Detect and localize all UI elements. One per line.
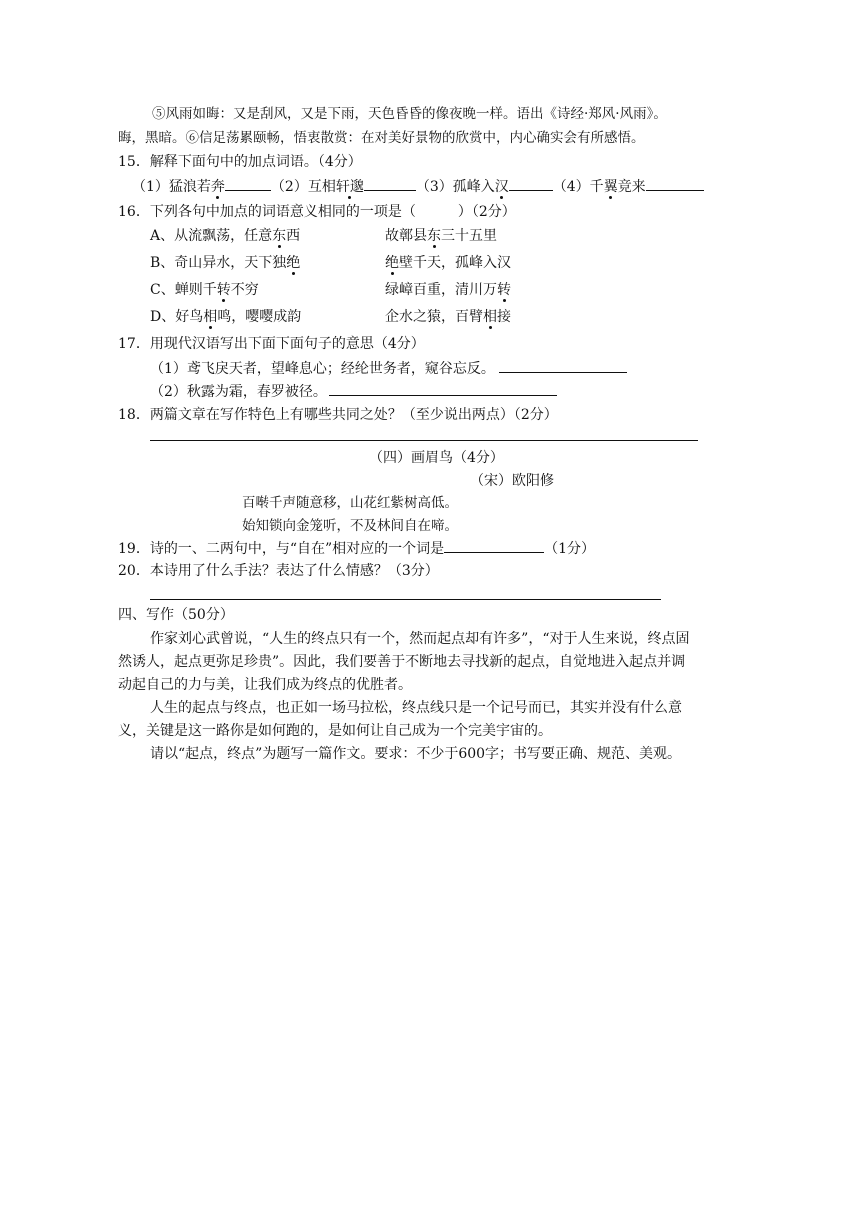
writing-p2-line2: 义，关键是这一路你是如何跑的，是如何让自己成为一个完美宇宙的。	[118, 723, 552, 739]
q18-stem: 18．两篇文章在写作特色上有哪些共同之处？（至少说出两点）（2分）	[118, 407, 558, 423]
q17-answer-2[interactable]	[329, 381, 557, 396]
q15-blank-2[interactable]	[364, 176, 416, 191]
q15-blank-3[interactable]	[509, 176, 553, 191]
q16-option-d-right: 企水之猿，百臂相接	[385, 309, 511, 325]
note-line-1: ⑤风雨如晦：又是刮风，又是下雨，天色昏昏的像夜晚一样。语出《诗经·郑风·风雨》。	[152, 106, 667, 122]
q16-option-b-left: B、奇山异水，天下独绝	[150, 255, 301, 271]
q16-option-a-left: A、从流飘荡，任意东西	[150, 228, 301, 244]
q20-stem: 20．本诗用了什么手法？表达了什么情感？（3分）	[118, 563, 439, 579]
poem-author: （宋）欧阳修	[470, 473, 554, 489]
q16-option-a-right: 故鄣县东三十五里	[385, 228, 497, 244]
q18-answer-line[interactable]	[150, 440, 698, 441]
poem-line-1: 百啭千声随意移，山花红紫树高低。	[242, 495, 458, 511]
q15-blank-1[interactable]	[225, 176, 271, 191]
q19-answer[interactable]	[444, 538, 544, 553]
q15-stem: 15．解释下面句中的加点词语。（4分）	[118, 154, 362, 170]
poem-title: （四）画眉鸟（4分）	[369, 450, 504, 466]
q17-answer-1[interactable]	[499, 358, 627, 373]
writing-p3: 请以“起点，终点”为题写一篇作文。要求：不少于600字；书写要正确、规范、美观。	[150, 746, 682, 762]
writing-p1-line3: 动起自己的力与美，让我们成为终点的优胜者。	[118, 677, 412, 693]
q19-stem: 19．诗的一、二两句中，与“自在”相对应的一个词是 （1分）	[118, 538, 595, 559]
writing-p1-line2: 然诱人，起点更弥足珍贵”。因此，我们要善于不断地去寻找新的起点，自觉地进入起点并调	[118, 654, 686, 670]
writing-p1-line1: 作家刘心武曾说，“人生的终点只有一个，然而起点却有许多”，“对于人生来说，终点固	[150, 631, 690, 647]
q17-sentence-2: （2）秋露为霜，春罗被径。	[150, 381, 557, 402]
q16-stem: 16．下列各句中加点的词语意义相同的一项是（ ）（2分）	[118, 204, 516, 220]
writing-p2-line1: 人生的起点与终点，也正如一场马拉松，终点线只是一个记号而已，其实并没有什么意	[150, 700, 682, 716]
q20-answer-line[interactable]	[150, 599, 661, 600]
q15-blank-4[interactable]	[646, 176, 704, 191]
q16-option-b-right: 绝壁千天，孤峰入汉	[385, 255, 511, 271]
q15-items: （1）猛浪若奔 （2）互相轩邈 （3）孤峰入汉 （4）千翼竞来	[132, 176, 704, 197]
q17-stem: 17．用现代汉语写出下面下面句子的意思（4分）	[118, 336, 425, 352]
note-line-2: 晦，黑暗。⑥信足荡累颐畅，悟衷散赏：在对美好景物的欣赏中，内心确实会有所感悟。	[118, 130, 645, 146]
q16-option-d-left: D、好鸟相鸣，嘤嘤成韵	[150, 309, 302, 325]
writing-heading: 四、写作（50分）	[118, 607, 234, 623]
poem-line-2: 始知锁向金笼听，不及林间自在啼。	[242, 518, 458, 534]
q16-option-c-right: 绿嶂百重，清川万转	[385, 282, 511, 298]
q16-option-c-left: C、蝉则千转不穷	[150, 282, 259, 298]
q17-sentence-1: （1）鸢飞戾天者，望峰息心；经纶世务者，窥谷忘反。	[150, 358, 627, 379]
